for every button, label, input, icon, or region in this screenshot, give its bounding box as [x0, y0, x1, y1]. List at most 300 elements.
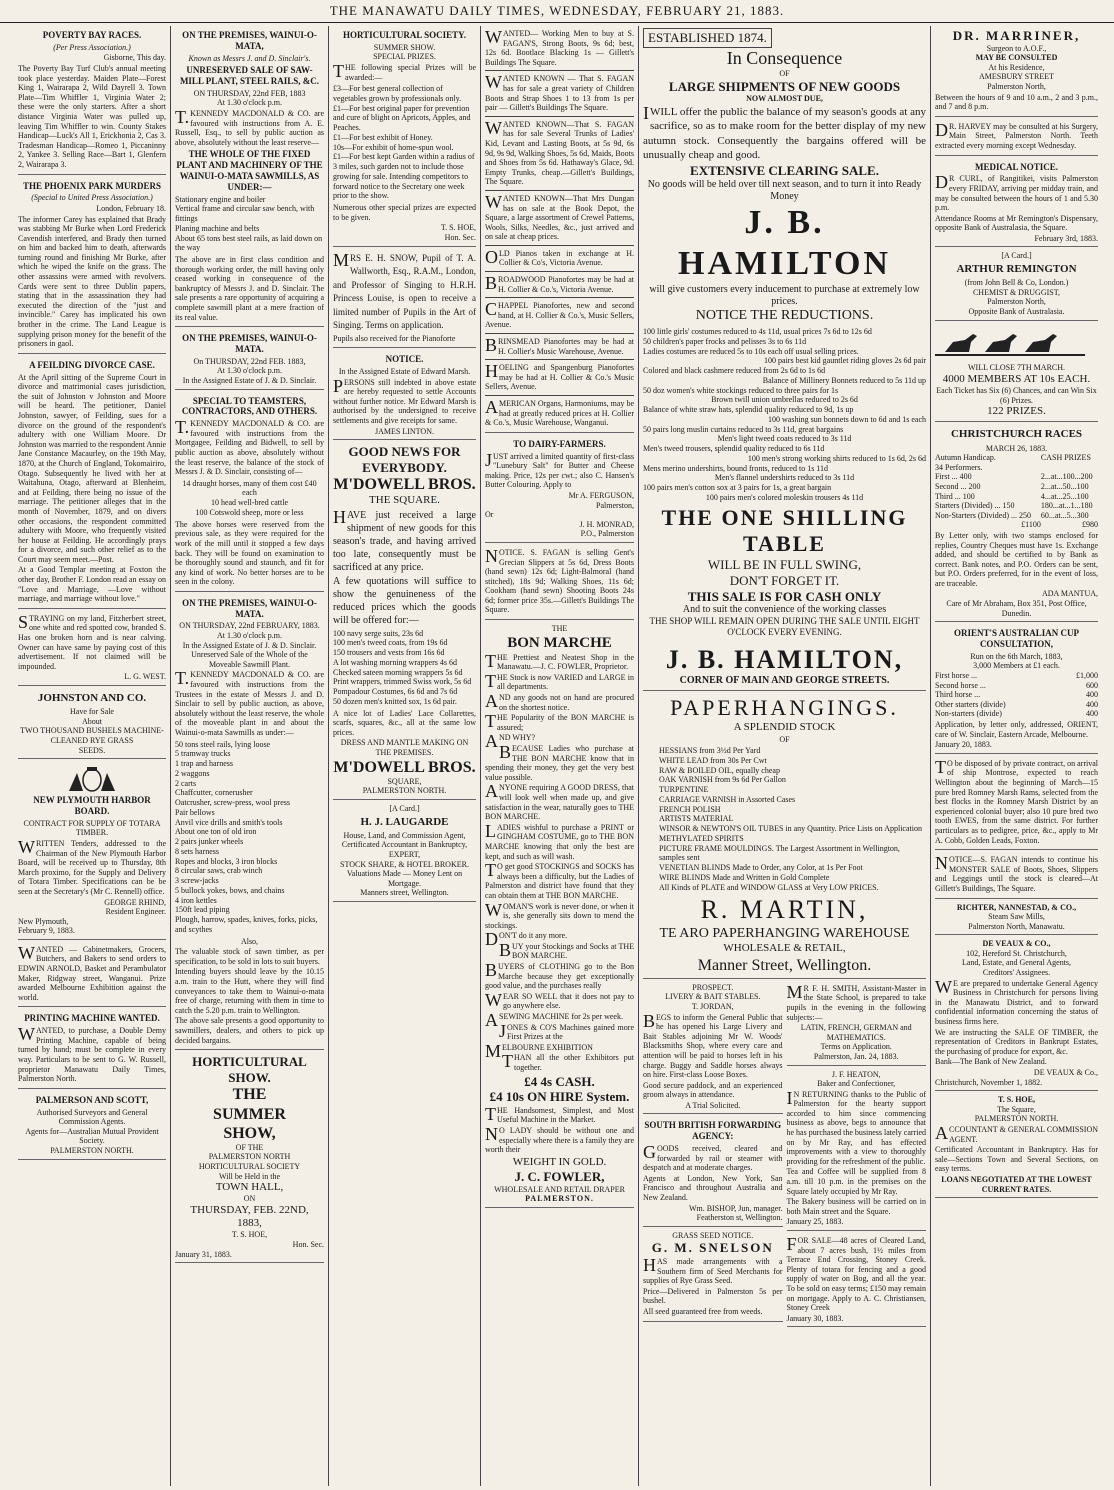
dateline: Gisborne, This day. — [103, 53, 166, 63]
date: Christchurch, November 1, 1882. — [935, 1077, 1043, 1087]
ad-sub: ON — [243, 1194, 256, 1204]
rams-ad — [935, 756, 1098, 850]
ad-text: BRINSMEAD Pianofortes may be had at H. Collier's Music Warehouse, Avenue. — [485, 335, 634, 356]
list-item: Balance of Millinery Bonnets reduced to 5s 11d up — [762, 375, 926, 385]
list-item: Plough, harrow, spades, knives, forks, picks, and scythes — [175, 915, 318, 934]
ad-title: LARGE SHIPMENTS OF NEW GOODS — [668, 78, 901, 94]
ad-date: On THURSDAY, 22nd FEB. 1883, — [193, 356, 306, 366]
richter-ad — [935, 901, 1098, 936]
table-row — [935, 690, 1098, 700]
ad-sub: TE ARO PAPERHANGING WAREHOUSE — [659, 925, 910, 941]
ad-text: JUST arrived a limited quantity of first-class "Lunebury Salt" for Butter and Cheese making. Price, 12s per cwt.; also C. Hansen's Butter Colouring. Apply to — [485, 449, 634, 490]
price-cash: £4 4s CASH. — [524, 1073, 595, 1089]
ad-title: THIS SALE IS FOR CASH ONLY — [687, 588, 882, 604]
list-item: WIRE BLINDS Made and Written in Gold Complete — [659, 872, 830, 882]
place: PALMERSTON NORTH. — [974, 1114, 1059, 1124]
ad-sub: Steam Saw Mills, — [988, 912, 1045, 922]
ad-title: HORTICULTURAL SOCIETY. — [342, 30, 467, 40]
table-row — [935, 511, 1098, 521]
list-item: Stationary engine and boiler — [175, 194, 266, 204]
ad-date: THURSDAY, FEB. 22ND, — [190, 1204, 309, 1217]
bon-marche-ad — [485, 622, 634, 1208]
signature: T. S. HOE, — [440, 223, 476, 233]
ad-date: 1883, — [237, 1217, 262, 1230]
ad-sub: Also, — [240, 936, 259, 946]
ad-text: PERSONS still indebted in above estate are hereby requested to settle Accounts without further notice. Mr Edward Marsh is authorised by the undersigned to receive settlements and give receipts for same. — [333, 375, 476, 425]
ad-text: BUY your Stockings and Socks at THE BON MARCHE. — [499, 939, 634, 961]
signature: T. S. HOE, — [231, 1230, 268, 1240]
table-row — [935, 709, 1098, 719]
place: Palmerston North, — [987, 297, 1046, 307]
table-row — [935, 681, 1098, 691]
lower-ads — [643, 981, 926, 1330]
signature: J. H. MONRAD, — [579, 519, 634, 529]
table-cell: 400 — [1086, 709, 1098, 719]
list-item: Checked sateen morning wrappers 5s 6d — [333, 667, 463, 677]
ad-sub: SUMMER SHOW. — [373, 42, 436, 52]
ad-sub: Creditors' Assignees. — [982, 968, 1051, 978]
de-veaux-ad — [935, 937, 1098, 1091]
land-sale-ad — [787, 1233, 927, 1327]
prize-table — [935, 453, 1098, 530]
list-item: 100 pairs men's colored moleskin trousers 4s 11d — [705, 492, 864, 502]
remington-card — [935, 249, 1098, 320]
table-row — [935, 492, 1098, 502]
strayed-notice — [18, 611, 166, 686]
ad-sub: Have for Sale — [70, 707, 114, 717]
ad-title: UNRESERVED SALE OF SAW-MILL PLANT, STEEL RAILS, &C. — [179, 65, 320, 86]
table-row — [935, 520, 1098, 530]
christchurch-races-ad — [935, 424, 1098, 622]
item-list — [175, 479, 324, 518]
table-header: Autumn Handicap. — [935, 453, 996, 463]
ad-title: RICHTER, NANNESTAD, & CO., — [956, 902, 1077, 912]
ad-text: TWO THOUSAND BUSHELS MACHINE-CLEANED RYE GRASS — [20, 726, 164, 745]
ad-sub: MAY BE CONSULTED — [975, 53, 1058, 63]
ad-text: And to suit the convenience of the working classes — [682, 604, 887, 616]
list-item: Pompadour Costumes, 6s 6d and 7s 6d — [333, 687, 458, 697]
list-item: Chaffcutter, cornerusher — [175, 788, 253, 798]
fagan-notice — [485, 545, 634, 620]
ad-text: THE Popularity of the BON MARCHE is assured; — [485, 711, 634, 732]
column-1 — [14, 26, 170, 1486]
palmerson-ad — [18, 1091, 166, 1160]
ad-text: All seed guaranteed free from weeds. — [643, 1306, 763, 1316]
table-cell: 34 Performers. — [935, 462, 983, 472]
ad-text: By Letter only, with two stamps enclosed for replies, Country Cheques must have 1s. Exchange added, and should be certified to by Bank as correct. Bank notes, and P.O. Orders can be sent, but P.O. Orders preferred, for in the event of loss, are traceable. — [935, 530, 1098, 588]
table-cell: Non-starters (divide) — [935, 709, 1002, 719]
ad-title: THE WHOLE OF THE FIXED PLANT AND MACHINERY OF THE WAINUI-O-MATA SAWMILLS, AS UNDER:— — [176, 149, 323, 192]
ad-sub: Authorised Surveyors and General Commission Agents. — [36, 1107, 148, 1127]
smith-ad — [787, 981, 927, 1066]
list-item: VENETIAN BLINDS Made to Order, any Color, at 1s Per Foot — [659, 863, 863, 873]
ad-title: J. C. FOWLER, — [514, 1168, 605, 1184]
list-item: Men's light tweed coats reduced to 3s 11d — [717, 434, 852, 444]
ad-text: MRS E. H. SNOW, Pupil of T. A. Wallworth, Esq., R.A.M., London, and Professor of Singing to H.R.H. Princess Louise, is open to receive a limited number of Pupils in the Art of Singing. Terms on application. — [333, 249, 476, 331]
list-item: Anvil vice drills and smith's tools — [175, 817, 283, 827]
ad-text: BECAUSE Ladies who purchase at THE BON MARCHE know that in spending their money, they get the very best value possible. — [485, 742, 634, 782]
list-item: METHYLATED SPIRITS — [659, 833, 744, 843]
list-item: 50 pairs long muslin curtains reduced to 3s 11d, great bargains — [643, 424, 844, 434]
list-item: 2 waggons — [175, 768, 210, 778]
ad-sub: Manner Street, Wellington. — [697, 956, 872, 974]
ad-text: CHAPPEL Pianofortes, new and second hand, at H. Collier & Co.'s, Music Sellers, Avenue. — [485, 299, 634, 330]
ad-sub: NOW ALMOST DUE, — [746, 94, 823, 104]
ad-sub: Terms on Application. — [820, 1042, 892, 1052]
ad-text: WANTED — Cabinetmakers, Grocers, Butchers, and Bakers to send orders to EDWIN ARNOLD, Basket and Perambulator Maker, Ridgway street, Wanganui. Prize awarded Melbourne Exhibition against the world. — [18, 942, 166, 1002]
ad-sub: A SPLENDID STOCK — [733, 721, 836, 734]
signature: Mr A. FERGUSON, — [568, 490, 634, 500]
ad-text: ASEWING MACHINE for 2s per week. — [485, 1010, 623, 1031]
ad-title: PRINTING MACHINE WANTED. — [24, 1013, 160, 1024]
ad-title: SUMMER — [213, 1105, 286, 1123]
ad-title: M'DOWELL BROS. — [333, 758, 476, 776]
list-item: CARRIAGE VARNISH in Assorted Cases — [659, 794, 796, 804]
table-cell: £1,000 — [1076, 671, 1098, 681]
ad-text: WANTED KNOWN—That S. FAGAN has for sale Several Trunks of Ladies' Kid, Levant and Lasting Boots, at 5s 9d, 6s 9d, 9s 9d, Walking Shoes, 5s 6d, Maids, Boots and Shoes from 5s 6d. Hathaway's Glace, 9d. Empty Trunks, cheap.—Gillett's Buildings, The Square. — [485, 117, 634, 187]
ad-title: ARTHUR REMINGTON — [956, 263, 1077, 276]
list-item: OAK VARNISH from 9s 6d Per Gallon — [659, 775, 786, 785]
ad-text: Numerous other special prizes are expected to be given. — [333, 203, 476, 222]
list-item: Men's tweed trousers, splendid quality reduced to 6s 11d — [643, 444, 825, 454]
signature: GEORGE RHIND, — [104, 897, 166, 907]
list-item: 4 iron kettles — [175, 895, 217, 905]
table-cell: Third ... 100 — [935, 491, 975, 501]
ad-text: THE SHOP WILL REMAIN OPEN DURING THE SALE UNTIL EIGHT O'CLOCK EVERY EVENING. — [649, 616, 920, 637]
list-item: WHITE LEAD from 30s Per Cwt — [659, 755, 767, 765]
ad-text: AND WHY? — [485, 731, 536, 752]
ad-text: MELBOURNE EXHIBITION — [485, 1040, 593, 1061]
list-item: All Kinds of PLATE and WINDOW GLASS at Very LOW PRICES. — [659, 882, 879, 892]
list-item: Ropes and blocks, 3 iron blocks — [175, 856, 278, 866]
table-cell: Second horse ... — [935, 680, 986, 690]
ad-text: The above horses were reserved from the previous sale, as they were required for the work of the mill until it stopped a few days back. They will be found on examination to be thoroughly sound and staunch, and fit for any kind of work. No better horses are to be seen in the colony. — [175, 519, 324, 587]
ad-sub: Valuations Made — Money Lent on Mortgage. — [346, 869, 463, 888]
table-row — [935, 482, 1098, 492]
date: February 3rd, 1883. — [1034, 233, 1098, 243]
ad-sub: DRESS AND MANTLE MAKING ON THE PREMISES. — [340, 738, 469, 758]
date: January 20, 1883. — [935, 740, 992, 750]
ad-text: IN RETURNING thanks to the Public of Palmerston for the hearty support accorded to him since commencing business as above, begs to announce that he has purchased the business lately carried on by Mr Ray, and has effected improvements with a view to thoroughly providing for the refreshment of the public. — [786, 1087, 927, 1166]
date: January 31, 1883. — [175, 1249, 232, 1259]
ad-sub: OF THE — [235, 1142, 264, 1152]
ad-title: NOTICE. — [385, 354, 424, 365]
list-item: Mens merino undershirts, bound fronts, reduced to 1s 11d — [643, 463, 829, 473]
ad-text: FOR SALE—48 acres of Cleared Land, about 7 acres bush, 1½ miles from Terrace End Crossing, Stoney Creek. Plenty of totara for fencing and a good supply of water on Bog, and all the year. To be sold on easy terms; £150 may remain on mortgage. Apply to A. C. Christiansen, Stoney Creek — [786, 1234, 926, 1313]
table-cell: Third horse ... — [935, 690, 981, 700]
table-cell: 2...at...100...200 — [1040, 472, 1093, 482]
ad-text: T.KENNEDY MACDONALD & CO. are favoured with instructions from A. E. Russell, Esq., to sell by public auction as above, absolutely without the least reserve— — [175, 106, 324, 147]
ad-title: SHOW, — [223, 1124, 276, 1142]
ad-text: WRITTEN Tenders, addressed to the Chairman of the New Plymouth Harbor Board, will be received up to Thursday, 8th March proximo, for the Supply and Delivery of Totara Timber. Specifications can be be seen at the Secretary's (Mr C. Rennell) office. — [18, 836, 166, 896]
ad-sub: G. M. SNELSON — [651, 1240, 774, 1256]
hamilton-ad — [643, 26, 926, 691]
list-item: 2 pairs junker wheels — [175, 837, 244, 847]
list-item: 100 washing sun bonnets down to 6d and 1s each — [768, 414, 926, 424]
ad-text: The above are in first class condition and thorough working order, the mill having only ceased working in consequence of the bankruptcy of Messrs J. and D. Sinclair. The sale presents a rare opportunity of acquiring a complete sawmill plant at a mere fraction of its real value. — [175, 255, 324, 322]
ad-title: MEDICAL NOTICE. — [974, 161, 1058, 172]
place: Manners street, Wellington. — [360, 888, 449, 898]
list-item: 3 screw-jacks — [175, 876, 219, 886]
list-item: 50 children's paper frocks and pelisses 3s to 6s 11d — [643, 336, 807, 346]
ad-text: The Bakery business will be carried on in both Main street and the Square. — [786, 1197, 926, 1216]
ad-text: GOODS received, cleared and forwarded by rail or steamer with despatch and at moderate charges. — [643, 1142, 783, 1173]
place: Featherston st, Wellington. — [696, 1213, 783, 1223]
ad-text: Agents at London, New York, San Francisco and throughout Australia and New Zealand. — [643, 1173, 783, 1203]
ad-sub: PALMERSTON NORTH HORTICULTURAL SOCIETY — [198, 1152, 301, 1172]
ad-text: WE are prepared to undertake General Agency Business in Christchurch for persons living in the Manawatu District, and to forward confidential information concerning the status of business firms here. — [935, 976, 1098, 1027]
list-item: 5 tramway trucks — [175, 749, 231, 759]
signature: Wm. BISHOP, Jun, manager. — [688, 1203, 783, 1213]
table-row — [935, 472, 1098, 482]
ad-sub: CONTRACT FOR SUPPLY OF TOTARA TIMBER. — [23, 818, 161, 838]
list-item: 50 tons steel rails, lying loose — [175, 739, 271, 749]
ad-sub: LIVERY & BAIT STABLES. — [665, 992, 761, 1002]
table-cell: 4...at...25...100 — [1040, 491, 1089, 501]
ad-text: JONES & CO'S Machines gained more First Prizes at the — [499, 1020, 634, 1042]
orient-cup-ad — [935, 624, 1098, 754]
ad-title: THE ONE SHILLING TABLE — [661, 504, 908, 557]
ad-title: JOHNSTON AND CO. — [37, 692, 147, 705]
ad-text: Pupils also received for the Pianoforte — [333, 333, 456, 343]
ad-title: NEW PLYMOUTH HARBOR BOARD. — [33, 795, 151, 816]
ad-sub: AMESBURY STREET — [978, 72, 1055, 82]
ad-sub: Or — [485, 510, 494, 520]
masthead: THE MANAWATU DAILY TIMES, WEDNESDAY, FEBRUARY 21, 1883. — [0, 0, 1114, 23]
list-item: Brown twill union umbrellas reduced to 2s 6d — [711, 395, 858, 405]
list-item: Colored and black cashmere reduced from 2s 6d to 1s 6d — [643, 366, 826, 376]
list-item: 150ft lead piping — [175, 905, 230, 915]
ad-title: SOUTH BRITISH FORWARDING AGENCY: — [644, 1120, 782, 1142]
right-subcolumn — [787, 981, 927, 1330]
ad-sub: Care of Mr Abraham, Box 351, Post Office, Dunedin. — [946, 599, 1087, 618]
ad-title: 4000 MEMBERS AT 10s EACH. — [942, 372, 1091, 385]
wainui-sale-1 — [175, 26, 324, 327]
table-cell: Starters (Divided) ... 150 — [935, 501, 1015, 511]
list-item: 50 doz women's white stockings reduced to three pairs for 1s — [643, 385, 839, 395]
special-prizes-ad — [333, 26, 476, 247]
signature: Hon. Sec. — [444, 232, 476, 242]
list-item: Oatcrusher, screw-press, wool press — [175, 798, 290, 808]
horse-race-icon — [935, 328, 1085, 358]
ad-text: Bank—The Bank of New Zealand. — [935, 1057, 1047, 1067]
ad-title: T. S. HOE, — [998, 1095, 1035, 1105]
ad-text: The above sale presents a good opportunity to sawmillers, dealers, and others to pick up decided bargains. — [175, 1016, 324, 1045]
ad-title: THE — [232, 1086, 267, 1104]
ad-title: HORTICULTURAL SHOW. — [192, 1054, 307, 1085]
list-item: PICTURE FRAME MOULDINGS. The Largest Assortment in Wellington, samples sent — [659, 843, 900, 863]
table-cell: 600 — [1086, 680, 1098, 690]
ad-date: ON THURSDAY, 22nd FEB, 1883 — [193, 88, 306, 98]
prospect-ad — [643, 981, 783, 1115]
ad-text: No goods will be held over till next season, and to turn it into Ready Money — [647, 178, 922, 202]
ad-title: SPECIAL TO TEAMSTERS, CONTRACTORS, AND OTHERS. — [181, 395, 318, 417]
ad-sub: [A Card.] — [1001, 251, 1032, 261]
ad-sub: Run on the 6th March, 1883, — [970, 651, 1063, 661]
item-list — [175, 740, 324, 935]
ad-title: PAPERHANGINGS. — [670, 694, 899, 720]
column-2 — [170, 26, 328, 1486]
poverty-bay-article — [18, 26, 166, 175]
small-ads — [485, 26, 634, 433]
place: New Plymouth, — [18, 916, 69, 926]
ad-time: At 1.30 o'clock p.m. — [217, 366, 282, 376]
ad-title: ORIENT'S AUSTRALIAN CUP CONSULTATION, — [953, 628, 1080, 650]
ad-title: ON THE PREMISES, WAINUI-O-MATA. — [182, 597, 317, 619]
ad-sub: 102, Hereford St. Christchurch, — [966, 948, 1067, 958]
byline: (Special to United Press Association.) — [31, 193, 153, 203]
ad-text: THE Prettiest and Neatest Shop in the Manawatu.—J. C. FOWLER, Proprietor. — [485, 650, 634, 672]
article-text: At the April sitting of the Supreme Court in divorce and matrimonial cases jurisdiction, the suit of Johnston v Johnston and Moore will be heard. The petitioner, Daniel Johnston, sawyer, of Feilding, sues for a divorce on the ground of the respondent's adultery with one William Moore. Dr Johnston was married to the respondent Annie Jane Constance Macaurley, on the 19th May, 1870, at the Church of England, Tokomairiro, Otago. Subsequently he lived with her at Waitahuna, Otago, afterward at Blenheim, and at Feilding, there being no issue of the marriage. The petitioner alleges that in the month of November, 1879, and on divers other occasions, the respondent committed adultery with Moore, who frequently visited her house at Feilding. He accordingly prays for a divorce, and such other relief as to the Court may seem meet.—Post. — [18, 372, 166, 564]
horticultural-show-ad — [175, 1052, 324, 1263]
list-item: 100 navy serge suits, 23s 6d — [333, 628, 424, 638]
hoe-ad — [935, 1093, 1098, 1198]
signature: P.O., Palmerston — [580, 529, 634, 539]
ad-text: WANTED KNOWN — That S. FAGAN has for sale a great variety of Children Boots and Strap Shoes 1 to 13 from 1s per pair — Gillett's Buildings The Square. — [485, 72, 634, 113]
table-row — [935, 671, 1098, 681]
list-item: Ladies costumes are reduced 5s to 10s each off usual selling prices. — [643, 346, 859, 356]
list-item: 100 men's strong working shirts reduced to 1s 6d, 2s 6d — [747, 453, 926, 463]
ad-title: In Consequence — [726, 47, 843, 68]
list-item: 5 bullock yokes, bows, and chains — [175, 885, 285, 895]
ad-sub: CORNER OF MAIN AND GEORGE STREETS. — [679, 674, 890, 686]
ad-title: PALMERSON AND SCOTT, — [35, 1094, 149, 1105]
list-item: A lot washing morning wrappers 4s 6d — [333, 657, 457, 667]
ad-sub: WHOLESALE AND RETAIL DRAPER — [494, 1184, 625, 1194]
ad-text: Application, by letter only, addressed, ORIENT, care of W. Sinclair, Eastern Arcade, Melbourne. — [935, 720, 1098, 739]
prize-table — [935, 671, 1098, 719]
ad-text: OLD Pianos taken in exchange at H. Collier & Co's, Victoria Avenue. — [485, 246, 634, 268]
ad-text: THE Stock is now VARIED and LARGE in all departments. — [485, 670, 634, 692]
ad-sub: WILL BE IN FULL SWING, — [707, 557, 862, 573]
ad-text: ACCOUNTANT & GENERAL COMMISSION AGENT. — [935, 1122, 1098, 1144]
snow-singing-ad — [333, 249, 476, 349]
date: January 25, 1883. — [786, 1217, 844, 1227]
ad-text: IWILL offer the public the balance of my season's goods at any sacrifice, so as to make room for the better display of my new autumn stock. Consequently the bargains offered will be unusually cheap and good. — [643, 102, 926, 161]
list-item: 8 circular saws, crab winch — [175, 866, 263, 876]
established-label: ESTABLISHED 1874. — [643, 28, 772, 48]
article-text: The Poverty Bay Turf Club's annual meeting took place yesterday. Maiden Plate—Forest King 1, Wairarapa 2, Wild Dayrell 3. Town Plate—Tim Whiffler 1, Virginia Water 2; these were the only starters. After a short distance Virginia Water was pulled up, leaving Tim Whiffler to win. County Stakes Handicap—Luck's All 1, Erickhonia 2, Cas 3. Tradesman Handicap—Romeo 1, Piccaninny 2, Yankee 3. Selling Race—Bart 1, Glenfern 2, Wairarapa 3. — [18, 63, 166, 169]
ad-sub: OF — [779, 734, 790, 744]
ad-text: THE Handsomest, Simplest, and Most Useful Machine in the Market. — [485, 1103, 634, 1125]
table-cell: Second ... 200 — [935, 481, 981, 491]
ad-sub: Unreserved Sale of the Whole of the Moveable Sawmill Plant. — [191, 650, 308, 669]
column-4 — [480, 26, 638, 1486]
list-item: 10 head well-bred cattle — [210, 498, 289, 508]
item-list — [333, 629, 476, 707]
table-header: CASH PRIZES — [1040, 453, 1091, 463]
fagan-sale-ad — [935, 852, 1098, 898]
signature: Palmerston, — [596, 500, 634, 510]
harbor-board-ad — [18, 761, 166, 940]
list-item: 1 trap and harness — [175, 759, 233, 769]
ad-title: H. J. LAUGARDE — [360, 815, 449, 828]
ad-text: Tea and Coffee will be supplied from 8 a.m. till 10 p.m. in the premises on the Square lately occupied by Mr Ray. — [786, 1167, 926, 1196]
ad-sub: SQUARE, — [387, 776, 422, 786]
ad-sub: Certificated Accountant in Bankruptcy, — [341, 840, 468, 850]
ad-sub: OF — [779, 69, 790, 79]
table-cell: First horse ... — [935, 671, 977, 681]
ad-text: THE following special Prizes will be awarded:— — [333, 60, 476, 82]
grass-seed-ad — [643, 1229, 783, 1322]
article-text: At a Good Templar meeting at Foxton the other day, Brother F. London read an essay on "Love and Marriage, —Love without marriage, and marriage without love." — [18, 565, 166, 604]
list-item: RAW & BOILED OIL, equally cheap — [659, 765, 780, 775]
table-cell: 180...at...1...180 — [1040, 501, 1093, 511]
ad-text: BROADWOOD Pianofortes may be had at H. Collier & Co.'s, Victoria Avenue. — [485, 273, 634, 294]
ad-text: HOELING and Spangenburg Pianofortes may be had at H. Collier & Co.'s Music Sellers, Avenue. — [485, 361, 634, 392]
left-subcolumn — [643, 981, 783, 1330]
ad-text: A nice lot of Ladies' Lace Collarettes, scarfs, squares, &c., all at the same low prices. — [333, 708, 476, 737]
ad-text: AND any goods not on hand are procured on the shortest notice. — [485, 691, 634, 712]
ad-text: WANTED— Working Men to buy at S. FAGAN'S, Strong Boots, 9s 6d; best, 12s 6d. Bootlace Blacking 1s — Gillett's Buildings The Square. — [485, 27, 634, 67]
list-item: WINSOR & NEWTON'S OIL TUBES in any Quantity. Price Lists on Application — [659, 824, 922, 834]
ad-text: WANTED, to purchase, a Double Demy Printing Machine, capable of being turned by hand; must be complete in every way. Particulars to be sent to G. W. Russell, proprietor Manawatu Daily Times, Palmerston North. — [18, 1024, 166, 1084]
ad-text: DR. HARVEY may be consulted at his Surgery, Main Street, Palmerston North. Teeth extracted every morning except Wednesday. — [935, 119, 1098, 150]
list-item: 150 trousers and vests from 16s 6d — [333, 648, 445, 658]
item-list — [175, 195, 324, 254]
ad-text: Certificated Accountant in Bankruptcy. Has for sale—Sections Town and Several Sections, on easy terms. — [935, 1145, 1098, 1174]
ad-sub: Baker and Confectioner, — [817, 1079, 896, 1089]
ad-title: J. F. HEATON, — [831, 1069, 881, 1079]
medical-notice — [935, 158, 1098, 248]
mcdowell-ad — [333, 442, 476, 800]
ad-sub: TOWN HALL, — [215, 1181, 284, 1194]
teamsters-sale — [175, 392, 324, 592]
headline: THE PHOENIX PARK MURDERS — [22, 180, 162, 191]
ad-sub: Known as Messrs J. and D. Sinclair's. — [188, 53, 311, 63]
table-cell: £1100 — [1021, 520, 1041, 530]
place: Palmerston North, Manawatu. — [968, 921, 1065, 931]
marriner-ad — [935, 26, 1098, 117]
ad-text: DON'T do it any more. — [485, 929, 568, 950]
wainui-sale-3 — [175, 594, 324, 1050]
table-cell: £980 — [1082, 520, 1098, 530]
ad-sub: LOANS NEGOTIATED AT THE LOWEST CURRENT RATES. — [941, 1174, 1092, 1194]
cabinet-ad — [18, 942, 166, 1008]
ad-text: The valuable stock of sawn timber, as per specification, to be sold in lots to suit buyers. — [175, 947, 324, 966]
ad-title: ON THE PREMISES, WAINUI-O-MATA. — [182, 333, 317, 354]
ad-title: DE VEAUX & CO., — [982, 939, 1051, 949]
list-item: 100 pairs men's cotton sox at 3 pairs for 1s, a great bargain — [643, 483, 832, 493]
ad-title: CHRISTCHURCH RACES — [950, 428, 1083, 441]
printing-ad — [18, 1009, 166, 1088]
place: PALMERSTON NORTH. — [362, 786, 447, 796]
ad-sub: THE — [551, 624, 568, 634]
table-cell — [1041, 463, 1098, 473]
list-item: 14 draught horses, many of them cost £40 each — [182, 478, 317, 498]
ad-text: WOMAN'S work is never done, or when it is, she generally sits down to mend the stockings. — [485, 899, 634, 930]
ad-text: Price—Delivered in Palmerston 5s per bushel. — [643, 1286, 783, 1306]
johnston-ad — [18, 688, 166, 759]
ad-text: HAS made arrangements with a Southern firm of Seed Merchants for supplies of Rye Grass Seed. — [643, 1255, 783, 1286]
table-cell: 2...at...50...100 — [1040, 481, 1089, 491]
place: PALMERSTON. — [525, 1194, 594, 1204]
column-5 — [638, 26, 930, 1486]
ad-sub: LATIN, FRENCH, GERMAN and MATHEMATICS. — [800, 1023, 912, 1042]
signature: JAMES LINTON. — [375, 426, 434, 436]
ad-text: WEAR SO WELL that it does not pay to go anywhere else. — [485, 989, 634, 1011]
ad-sub: DON'T FORGET IT. — [729, 573, 840, 589]
ad-sub: SPECIAL PRIZES. — [373, 52, 436, 62]
headline: POVERTY BAY RACES. — [42, 30, 142, 40]
ad-title: NOTICE THE REDUCTIONS. — [695, 308, 874, 324]
ad-sub: EXPERT, — [388, 849, 421, 859]
ad-sub: CHEMIST & DRUGGIST, — [972, 287, 1061, 297]
price-hire: £4 10s ON HIRE System. — [489, 1089, 630, 1105]
place: PALMERSTON NORTH. — [50, 1145, 134, 1155]
ad-text: Intending buyers should leave by the 10.15 a.m. train to the Hutt, where they will find conveyances to take them to Wainui-o-mata free of charge, returning with them in time to catch the 5.20 p.m. train to Wellington. — [175, 967, 324, 1015]
list-item: Vertical frame and circular saw bench, with fittings — [175, 204, 315, 224]
